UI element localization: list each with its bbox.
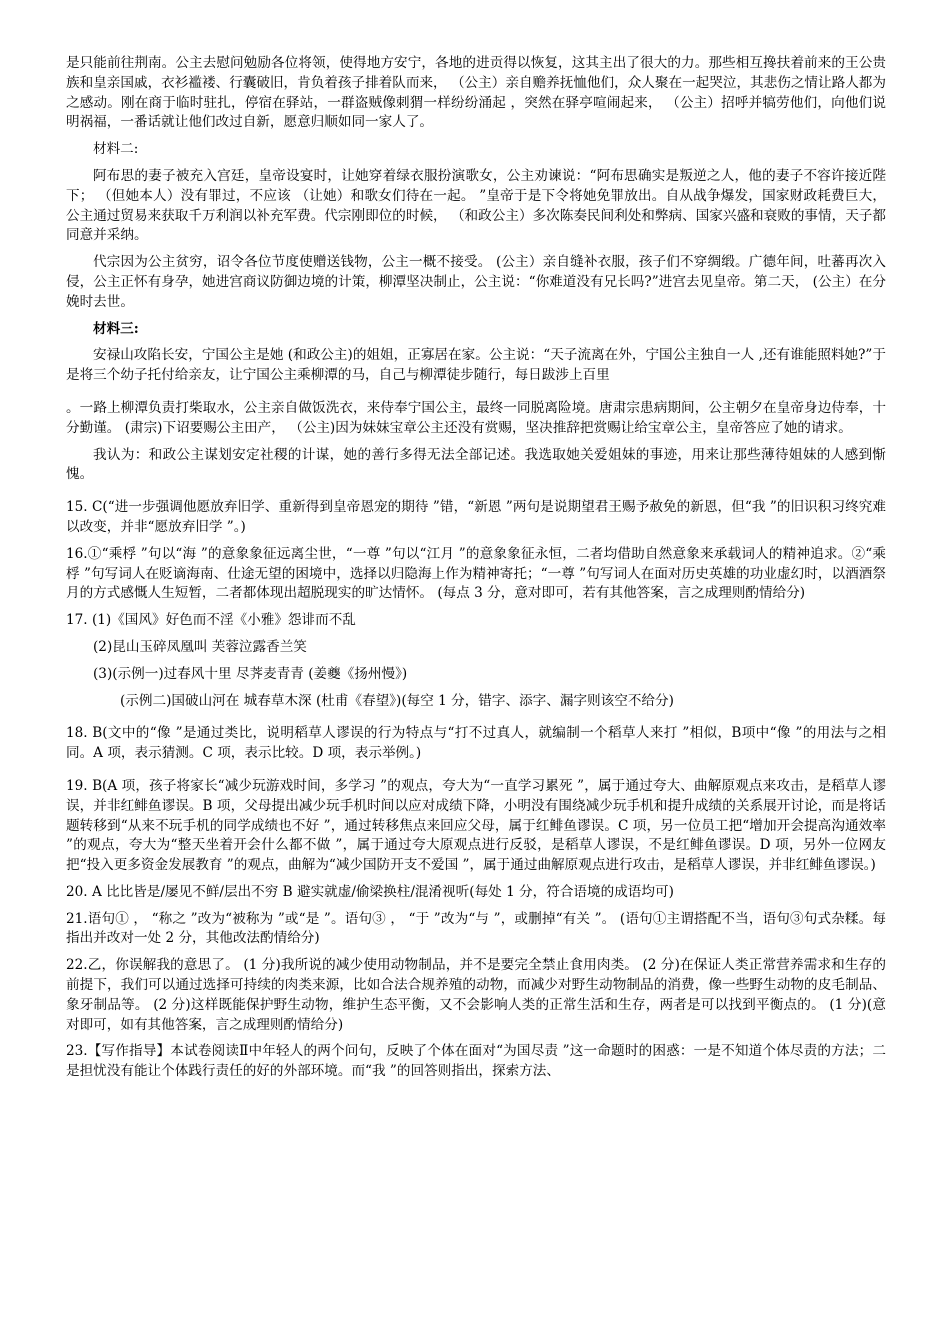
material-3-paragraph-2: 我认为：和政公主谋划安定社稷的计谋，她的善行多得无法全部记述。我选取她关爱姐妹的事迹，用来让那些薄待姐妹的人感到惭愧。 [66, 446, 886, 483]
answer-21: 21.语句① ， “称之 ”改为“被称为 ”或“是 ”。语句③ ， “于 ”改为“与 ”，或删掉“有关 ”。 (语句①主谓搭配不当，语句③句式杂糅。每指出并改对一处 2 分，其他改法酌情给分) [66, 910, 886, 947]
material-3-paragraph-1a: 安禄山攻陷长安，宁国公主是她 (和政公主)的姐姐，正寡居在家。公主说：“天子流离在外，宁国公主独自一人 ,还有谁能照料她?”于是将三个幼子托付给亲友，让宁国公主乘柳潭的马，自己与柳潭徒步随行，每日跋涉上百里 [66, 347, 886, 384]
answer-17-2: (2)昆山玉碎凤凰叫 芙蓉泣露香兰笑 [93, 638, 307, 655]
material-2-paragraph-1: 阿布思的妻子被充入宫廷，皇帝设宴时，让她穿着绿衣服扮演歌女，公主劝谏说：“阿布思确实是叛逆之人，他的妻子不容许接近陛下； （但她本人）没有罪过，不应该 （让她）和歌女们待在一起。 ”皇帝于是下令将她免罪放出。自从战争爆发，国家财政耗费巨大，公主通过贸易来获取千万利润以补充军费。代宗刚即位的时候， （和政公主）多次陈奏民间利处和弊病、国家兴盛和衰败的事情，天子都同意并采纳。 [66, 167, 886, 244]
material-2-heading: 材料二: [93, 141, 139, 158]
answer-19: 19. B(A 项，孩子将家长“减少玩游戏时间，多学习 ”的观点，夸大为“一直学习累死 ”，属于通过夸大、曲解原观点来攻击，是稻草人谬误，并非红鲱鱼谬误。B 项，父母提出减少玩手机时间以应对成绩下降，小明没有围绕减少玩手机和提升成绩的关系展开讨论，而是将话题转移到“从来不玩手机的同学成绩也不好 ”，通过转移焦点来回应父母，属于红鲱鱼谬误。C 项，另一位员工把“增加开会提高沟通效率 ”的观点，夸大为“整天坐着开会什么都不做 ”，属于通过夸大原观点进行反驳，是稻草人谬误，不是红鲱鱼谬误。D 项，另外一位网友把“投入更多资金发展教育 ”的观点，曲解为“减少国防开支不爱国 ”，属于通过曲解原观点进行攻击，是稻草人谬误，并非红鲱鱼谬误。) [66, 777, 886, 874]
material-3-heading: 材料三: [93, 320, 139, 337]
answer-23: 23.【写作指导】本试卷阅读Ⅱ中年轻人的两个问句，反映了个体在面对“为国尽责 ”这一命题时的困惑：一是不知道个体尽责的方法；二是担忧没有能让个体践行责任的好的外部环境。而“我 ”的回答则指出，探索方法、 [66, 1043, 886, 1080]
answer-22: 22.乙，你误解我的意思了。 (1 分)我所说的减少使用动物制品，并不是要完全禁止食用肉类。 (2 分)在保证人类正常营养需求和生存的前提下，我们可以通过选择可持续的肉类来源，比如合法合规养殖的动物，而减少对野生动物制品的消费，像一些野生动物的皮毛制品、象牙制品等。 (2 分)这样既能保护野生动物，维护生态平衡，又不会影响人类的正常生活和生存，两者是可以找到平衡点的。 (1 分)(意对即可，如有其他答案，言之成理则酌情给分) [66, 957, 886, 1033]
answer-17-3: (3)(示例一)过春风十里 尽荠麦青青 (姜夔《扬州慢》) [93, 665, 408, 682]
answer-20: 20. A 比比皆是/屡见不鲜/层出不穷 B 避实就虚/偷梁换柱/混淆视听(每处 1 分，符合语境的成语均可) [66, 883, 674, 900]
material-3-paragraph-1b: 。一路上柳潭负责打柴取水，公主亲自做饭洗衣，来侍奉宁国公主，最终一同脱离险境。唐肃宗患病期间，公主朝夕在皇帝身边侍奉，十分勤谨。 (肃宗)下诏要赐公主田产， （公主)因为妹妹宝章公主还没有赏赐，坚决推辞把赏赐让给宝章公主，皇帝答应了她的请求。 [66, 399, 886, 436]
answer-16: 16.①“乘桴 ”句以“海 ”的意象象征远离尘世，“一尊 ”句以“江月 ”的意象象征永恒，二者均借助自然意象来承载词人的精神追求。②“乘桴 ”句写词人在贬谪海南、仕途无望的困境中，选择以归隐海上作为精神寄托；“一尊 ”句写词人在面对历史英雄的功业虚幻时，以酒酒祭月的方式感慨人生短暂，二者都体现出超脱现实的旷达情怀。 (每点 3 分，意对即可，若有其他答案，言之成理则酌情给分) [66, 545, 886, 602]
answer-15: 15. C(“进一步强调他愿放弃旧学、重新得到皇帝恩宠的期待 ”错，“新恩 ”两句是说期望君王赐予赦免的新恩，但“我 ”的旧识积习终究难以改变，并非“愿放弃旧学 ”。) [66, 499, 886, 535]
answer-17-4: (示例二)国破山河在 城春草木深 (杜甫《春望》)(每空 1 分，错字、添字、漏字则该空不给分) [120, 692, 674, 709]
material-1-tail: 是只能前往荆南。公主去慰问勉励各位将领，使得地方安宁，各地的进贡得以恢复，这其主出了很大的力。那些相互搀扶着前来的王公贵族和皇亲国戚，衣衫褴褛、行囊破旧，肯负着孩子排着队而来， （公主）亲自赡养抚恤他们，众人聚在一起哭泣，其悲伤之情让路人都为之感动。刚在商于临时驻扎，停宿在驿站，一群盗贼像刺猬一样纷纷涌起 ，突然在驿亭喧闹起来， （公主）招呼并犒劳他们，向他们说明祸福，一番话就让他们改过自新，愿意归顺如同一家人了。 [66, 55, 886, 131]
answer-18: 18. B(文中的“像 ”是通过类比，说明稻草人谬误的行为特点与“打不过真人，就编制一个稻草人来打 ”相似，B项中“像 ”的用法与之相同。A 项，表示猜测。C 项，表示比较。D 项，表示举例。) [66, 725, 886, 762]
answer-17-1: 17. (1)《国风》好色而不淫《小雅》怨诽而不乱 [66, 612, 356, 629]
material-2-paragraph-2: 代宗因为公主贫穷，诏令各位节度使赠送钱物，公主一概不接受。 (公主）亲自缝补衣服，孩子们不穿绸缎。广德年间，吐蕃再次入侵，公主正怀有身孕，她进宫商议防御边境的计策，柳潭坚决制止，公主说：“你难道没有兄长吗?”进宫去见皇帝。第二天， (公主）在分娩时去世。 [66, 254, 886, 310]
answer-page [66, 54, 886, 1082]
